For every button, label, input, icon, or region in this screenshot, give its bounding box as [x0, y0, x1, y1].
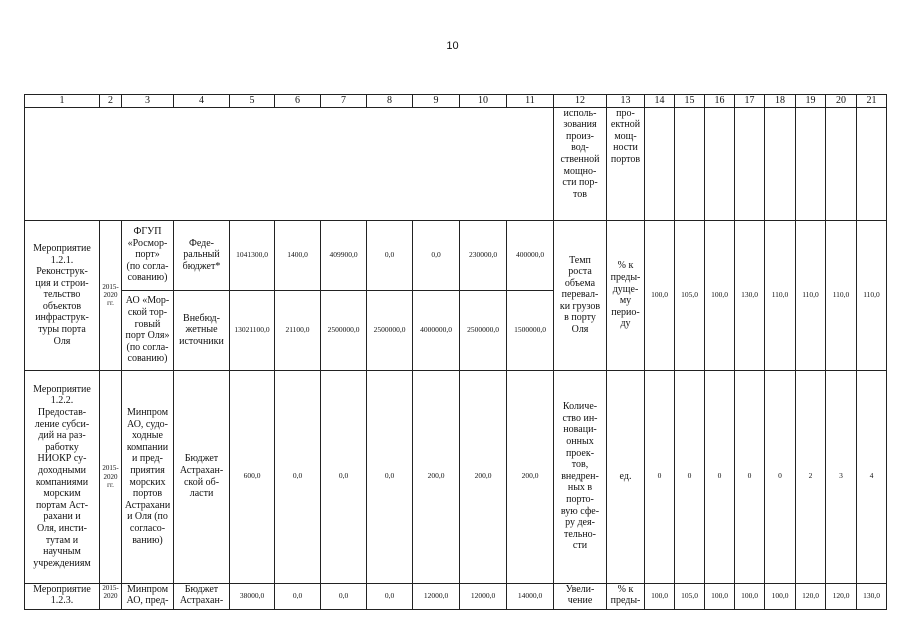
funding-source: Внебюд- жетные источники	[174, 290, 230, 370]
target-value: 100,0	[765, 583, 796, 609]
empty-cell	[645, 107, 675, 220]
target-value: 110,0	[796, 220, 826, 370]
amount: 13021100,0	[230, 290, 275, 370]
amount: 0,0	[413, 220, 460, 290]
target-value: 100,0	[705, 220, 735, 370]
empty-cell	[857, 107, 887, 220]
col-number: 15	[675, 95, 705, 108]
target-value: 100,0	[645, 220, 675, 370]
executor: Минпром АО, судо- ходные компании и пред- приятия морских портов Астрахани и Оля (по согласо- ванию)	[122, 370, 174, 583]
amount: 38000,0	[230, 583, 275, 609]
col-number: 7	[321, 95, 367, 108]
target-value: 4	[857, 370, 887, 583]
amount: 0,0	[367, 370, 413, 583]
target-value: 0	[735, 370, 765, 583]
empty-cell	[826, 107, 857, 220]
col-number: 6	[275, 95, 321, 108]
target-value: 130,0	[735, 220, 765, 370]
amount: 200,0	[413, 370, 460, 583]
executor: Минпром АО, пред-	[122, 583, 174, 609]
measure-1-2-3-row	[25, 583, 887, 609]
col-number: 5	[230, 95, 275, 108]
amount: 0,0	[321, 370, 367, 583]
col-number: 19	[796, 95, 826, 108]
amount: 0,0	[367, 583, 413, 609]
target-value: 3	[826, 370, 857, 583]
target-value: 110,0	[826, 220, 857, 370]
col-number: 9	[413, 95, 460, 108]
amount: 600,0	[230, 370, 275, 583]
amount: 12000,0	[460, 583, 507, 609]
executor: АО «Мор- ской тор- говый порт Оля» (по согла- сованию)	[122, 290, 174, 370]
target-value: 0	[645, 370, 675, 583]
amount: 2500000,0	[321, 290, 367, 370]
empty-cell	[705, 107, 735, 220]
funding-source: Феде- ральный бюджет*	[174, 220, 230, 290]
measure-1-2-1-row-a	[25, 220, 887, 290]
target-value: 0	[675, 370, 705, 583]
col-number: 17	[735, 95, 765, 108]
indicator: Темп роста объема перевал- ки грузов в порту Оля	[554, 220, 607, 370]
col-number: 21	[857, 95, 887, 108]
measure-name: Мероприятие 1.2.1. Реконструк- ция и строи- тельство объектов инфраструк- туры порта Оля	[25, 220, 100, 370]
continuation-row	[25, 107, 887, 220]
amount: 409900,0	[321, 220, 367, 290]
amount: 1500000,0	[507, 290, 554, 370]
indicator: Количе- ство ин- новaци- онных проек- тов, внедрен- ных в порто- вую сфе- ру дея- тельно- сти	[554, 370, 607, 583]
col-number: 8	[367, 95, 413, 108]
indicator: Увели- чение	[554, 583, 607, 609]
col-number: 4	[174, 95, 230, 108]
col-number: 2	[100, 95, 122, 108]
col-number: 16	[705, 95, 735, 108]
amount: 400000,0	[507, 220, 554, 290]
amount: 4000000,0	[413, 290, 460, 370]
amount: 0,0	[321, 583, 367, 609]
target-value: 100,0	[735, 583, 765, 609]
measure-period: 2015- 2020 гг.	[100, 220, 122, 370]
empty-cell	[765, 107, 796, 220]
indicator-continuation: исполь- зования произ- вод- ственной мощно- сти пор- тов	[554, 107, 607, 220]
target-value: 0	[705, 370, 735, 583]
col-number: 20	[826, 95, 857, 108]
target-value: 110,0	[765, 220, 796, 370]
unit: % к преды- дуще- му перио- ду	[607, 220, 645, 370]
unit-continuation: про- ектной мощ- ности портов	[607, 107, 645, 220]
continuation-blank	[25, 107, 554, 220]
measure-period: 2015- 2020 гг.	[100, 370, 122, 583]
amount: 200,0	[460, 370, 507, 583]
col-number: 13	[607, 95, 645, 108]
amount: 1041300,0	[230, 220, 275, 290]
empty-cell	[735, 107, 765, 220]
target-value: 120,0	[826, 583, 857, 609]
col-number: 18	[765, 95, 796, 108]
unit: ед.	[607, 370, 645, 583]
col-number: 11	[507, 95, 554, 108]
amount: 2500000,0	[460, 290, 507, 370]
measure-name: Мероприятие 1.2.2. Предостав- ление субси- дий на раз- работку НИОКР су- доходными компаниями морским портам Аст- рахани и Оля, инсти- тутам и научным учреждениям	[25, 370, 100, 583]
amount: 200,0	[507, 370, 554, 583]
funding-source: Бюджет Астрахан-	[174, 583, 230, 609]
target-value: 110,0	[857, 220, 887, 370]
amount: 1400,0	[275, 220, 321, 290]
amount: 2500000,0	[367, 290, 413, 370]
target-value: 105,0	[675, 583, 705, 609]
executor: ФГУП «Росмор- порт» (по согла- сованию)	[122, 220, 174, 290]
amount: 0,0	[275, 583, 321, 609]
empty-cell	[796, 107, 826, 220]
column-number-row	[25, 95, 887, 108]
amount: 230000,0	[460, 220, 507, 290]
empty-cell	[675, 107, 705, 220]
col-number: 10	[460, 95, 507, 108]
target-value: 0	[765, 370, 796, 583]
col-number: 1	[25, 95, 100, 108]
amount: 21100,0	[275, 290, 321, 370]
measure-period: 2015- 2020	[100, 583, 122, 609]
amount: 14000,0	[507, 583, 554, 609]
program-table	[24, 94, 887, 610]
target-value: 2	[796, 370, 826, 583]
target-value: 120,0	[796, 583, 826, 609]
unit: % к преды-	[607, 583, 645, 609]
target-value: 100,0	[705, 583, 735, 609]
amount: 0,0	[367, 220, 413, 290]
amount: 12000,0	[413, 583, 460, 609]
col-number: 14	[645, 95, 675, 108]
amount: 0,0	[275, 370, 321, 583]
target-value: 130,0	[857, 583, 887, 609]
measure-1-2-2-row	[25, 370, 887, 583]
measure-name: Мероприятие 1.2.3.	[25, 583, 100, 609]
col-number: 12	[554, 95, 607, 108]
page-number: 10	[446, 40, 459, 52]
col-number: 3	[122, 95, 174, 108]
target-value: 100,0	[645, 583, 675, 609]
funding-source: Бюджет Астрахан- ской об- ласти	[174, 370, 230, 583]
target-value: 105,0	[675, 220, 705, 370]
